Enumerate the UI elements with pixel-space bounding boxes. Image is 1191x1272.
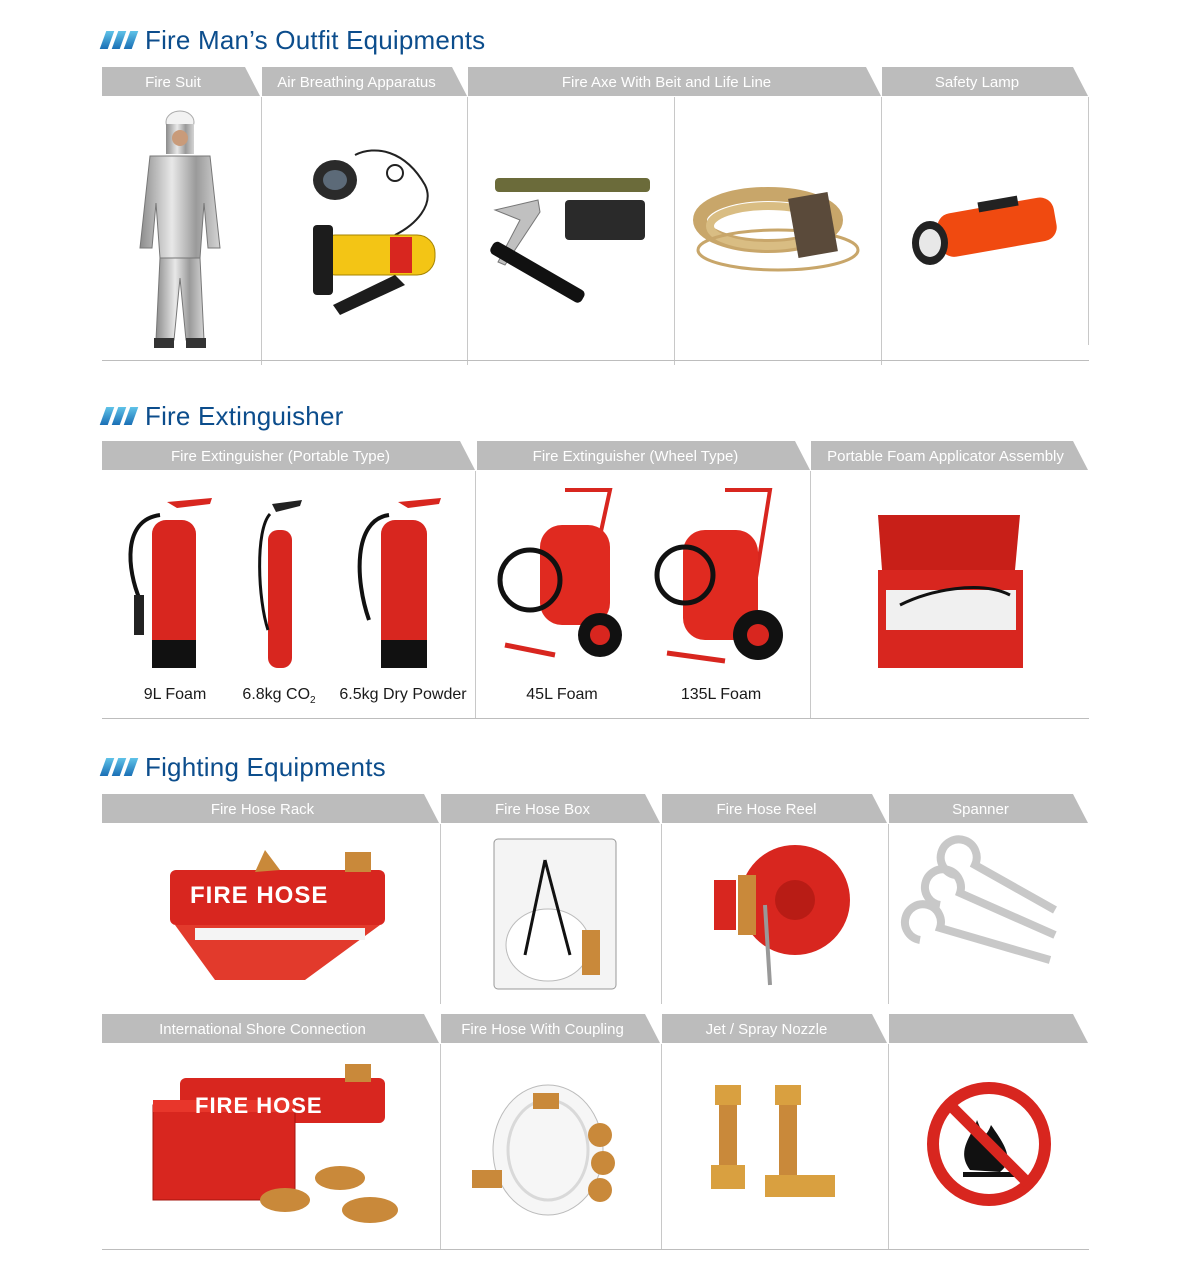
tab-fire-hose-rack: Fire Hose Rack [210, 800, 315, 818]
fighting-heading: Fighting Equipments [145, 751, 386, 782]
fire-axe-image [490, 170, 660, 300]
stripes-icon [103, 407, 135, 425]
caption-45l-foam: 45L Foam [526, 686, 598, 703]
extinguisher-45l-image [495, 485, 635, 675]
section-title-extinguisher [103, 398, 343, 434]
safety-lamp-image [908, 195, 1068, 275]
stripes-icon [103, 31, 135, 49]
fire-suit-image [128, 108, 248, 358]
spanner-image [910, 860, 1070, 970]
caption-dry-powder: 6.5kg Dry Powder [339, 686, 467, 703]
caption-135l-foam: 135L Foam [680, 686, 762, 703]
tab-fire-hose-reel: Fire Hose Reel [716, 800, 817, 818]
foam-applicator-image [870, 510, 1030, 670]
tab-safety-lamp: Safety Lamp [934, 73, 1020, 91]
air-breathing-image [295, 145, 445, 325]
hose-coupling-image [468, 1075, 628, 1225]
shore-connection-label: FIRE HOSE [195, 1093, 323, 1118]
nozzle-image [705, 1085, 845, 1215]
fire-hose-reel-image [710, 845, 860, 995]
tab-foam-applicator: Portable Foam Applicator Assembly [827, 447, 1064, 465]
tab-wheel-type: Fire Extinguisher (Wheel Type) [532, 447, 739, 465]
caption-9l-foam: 9L Foam [143, 686, 207, 703]
section-title-fighting [103, 749, 386, 785]
tab-fire-hose-box: Fire Hose Box [494, 800, 591, 818]
extinguisher-9l-image [122, 490, 202, 670]
tab-jet-spray-nozzle: Jet / Spray Nozzle [705, 1020, 828, 1038]
life-line-image [693, 170, 873, 290]
outfit-heading: Fire Man’s Outfit Equipments [145, 24, 486, 55]
extinguisher-co2-image [250, 490, 310, 670]
fire-hose-rack-image [155, 840, 395, 990]
stripes-icon [103, 758, 135, 776]
fire-hose-rack-label: FIRE HOSE [190, 882, 329, 909]
shore-connection-image [145, 1060, 405, 1230]
fire-hose-box-image [490, 835, 620, 995]
tab-fire-suit: Fire Suit [145, 73, 201, 91]
caption-co2: 6.8kg $CO_2$ [242, 686, 316, 707]
tab-shore-connection: International Shore Connection [159, 1020, 366, 1038]
tab-empty [889, 1014, 1088, 1044]
tab-air-breathing: Air Breathing Apparatus [277, 73, 436, 91]
tab-hose-coupling: Fire Hose With Coupling [461, 1020, 624, 1038]
no-fire-icon [925, 1080, 1055, 1210]
tab-fire-axe: Fire Axe With Beit and Life Line [561, 73, 772, 91]
tab-spanner: Spanner [952, 800, 1009, 818]
extinguisher-powder-image [353, 490, 433, 670]
tab-portable-type: Fire Extinguisher (Portable Type) [171, 447, 390, 465]
section-title-outfit [103, 22, 485, 58]
extinguisher-heading: Fire Extinguisher [145, 400, 344, 431]
extinguisher-135l-image [655, 485, 795, 675]
